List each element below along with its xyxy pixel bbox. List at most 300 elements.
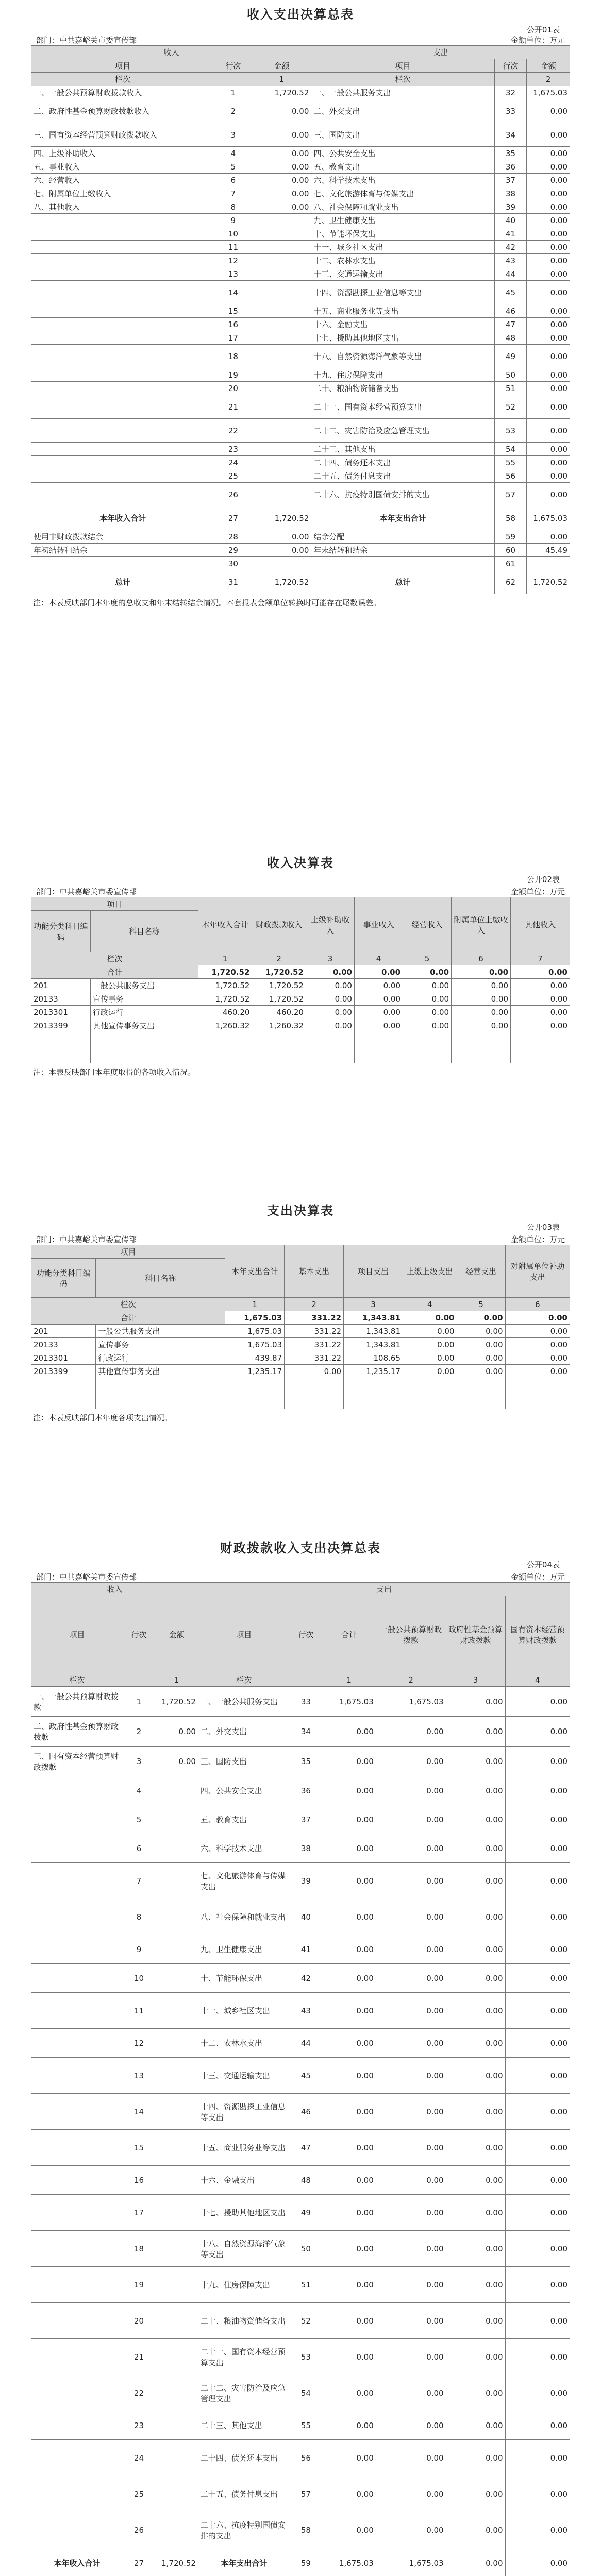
t2-h-aff: 附属单位上缴收入 [452, 897, 511, 952]
t1-h-col: 栏次 [31, 73, 214, 86]
table-row [31, 2195, 570, 2231]
income-line: 18 [214, 345, 252, 368]
income-line: 8 [214, 200, 252, 214]
income-item: 八、其他收入 [31, 200, 214, 214]
expense-amount: 0.00 [446, 2548, 505, 2576]
income-amount: 0.00 [155, 1747, 198, 1776]
subject-name: 一般公共服务支出 [96, 1325, 225, 1338]
t2-col-7: 7 [511, 952, 570, 965]
subject-name: 一般公共服务支出 [90, 979, 198, 992]
t3-h-code: 功能分类科目编码 [31, 1259, 96, 1298]
amount-cell: 0.00 [403, 1006, 452, 1019]
amount-cell: 0.00 [403, 1019, 452, 1032]
expense-amount: 0.00 [527, 419, 570, 443]
expense-amount: 0.00 [322, 2130, 376, 2166]
expense-item: 十六、金融支出 [198, 2166, 290, 2195]
income-item: 七、附属单位上缴收入 [31, 187, 214, 200]
t3-sum-cell: 0.00 [505, 1311, 570, 1325]
amount-cell: 0.00 [452, 1019, 511, 1032]
amount-cell: 1,720.52 [252, 992, 306, 1006]
income-amount [252, 483, 311, 506]
table-row [31, 1834, 570, 1863]
table-row [31, 123, 570, 147]
t4-col-1b: 1 [322, 1673, 376, 1687]
amount-cell: 0.00 [403, 992, 452, 1006]
expense-amount: 0.00 [505, 2411, 570, 2440]
expense-line: 34 [494, 123, 527, 147]
expense-amount: 0.00 [446, 2058, 505, 2094]
income-line: 20 [214, 382, 252, 395]
income-line: 9 [123, 1935, 155, 1964]
income-amount [252, 241, 311, 254]
t3-col-2: 2 [285, 1298, 344, 1311]
income-line: 26 [123, 2512, 155, 2548]
expense-item: 二十二、灾害防治及应急管理支出 [311, 419, 494, 443]
expense-amount: 0.00 [376, 1776, 446, 1805]
expense-amount: 0.00 [446, 2411, 505, 2440]
expense-line: 50 [290, 2231, 322, 2267]
t2-col-1: 1 [198, 952, 252, 965]
table-row [31, 2512, 570, 2548]
income-amount [252, 331, 311, 345]
t2-h-code: 功能分类科目编码 [31, 911, 91, 952]
table-row [31, 2058, 570, 2094]
expense-line: 49 [494, 345, 527, 368]
income-item: 总计 [31, 570, 214, 594]
t3-sum-row [31, 1311, 570, 1325]
expense-line: 49 [290, 2195, 322, 2231]
t2-h-sup: 上级补助收入 [306, 897, 354, 952]
income-line: 15 [214, 304, 252, 318]
table1-code: 公开01表 [526, 25, 560, 35]
income-item: 三、国有资本经营预算财政拨款收入 [31, 123, 214, 147]
expense-item: 十四、资源勘探工业信息等支出 [198, 2094, 290, 2130]
income-amount: 0.00 [252, 174, 311, 187]
income-line: 22 [123, 2375, 155, 2411]
expense-amount: 0.00 [446, 2166, 505, 2195]
amount-cell: 0.00 [354, 992, 403, 1006]
table-row [31, 214, 570, 227]
t3-col-5: 5 [457, 1298, 505, 1311]
expense-line: 38 [290, 1834, 322, 1863]
table-row [31, 1365, 570, 1378]
expense-item: 十、节能环保支出 [311, 227, 494, 241]
expense-item: 四、公共安全支出 [198, 1776, 290, 1805]
amount-cell: 0.00 [511, 979, 570, 992]
table-row [31, 1747, 570, 1776]
income-amount [155, 1834, 198, 1863]
expense-amount: 1,675.03 [322, 2548, 376, 2576]
expense-amount: 0.00 [446, 1993, 505, 2029]
amount-cell: 1,720.52 [252, 979, 306, 992]
expense-amount: 0.00 [446, 2476, 505, 2512]
expense-amount: 0.00 [527, 123, 570, 147]
table3-section [31, 1200, 570, 1423]
income-amount [155, 1935, 198, 1964]
expense-item: 十七、援助其他地区支出 [198, 2195, 290, 2231]
income-amount: 0.00 [252, 187, 311, 200]
subject-name: 宣传事务 [96, 1338, 225, 1351]
t1-h-c2: 2 [527, 73, 570, 86]
amount-cell: 0.00 [403, 979, 452, 992]
expense-line: 39 [494, 200, 527, 214]
expense-amount: 0.00 [505, 1747, 570, 1776]
t4-h-amount: 金额 [155, 1596, 198, 1673]
table1-title: 收入支出决算总表 [247, 7, 354, 22]
expense-amount: 0.00 [527, 530, 570, 544]
t3-col-4: 4 [403, 1298, 457, 1311]
t4-h-soe: 国有资本经营预算财政拨款 [505, 1596, 570, 1673]
expense-amount: 0.00 [322, 2231, 376, 2267]
expense-amount: 0.00 [376, 1834, 446, 1863]
expense-amount: 0.00 [527, 227, 570, 241]
table-row [31, 1805, 570, 1834]
expense-line: 41 [290, 1935, 322, 1964]
amount-cell: 1,260.32 [252, 1019, 306, 1032]
expense-amount: 0.00 [505, 1935, 570, 1964]
table2-unit: 金额单位：万元 [510, 887, 565, 896]
subject-name: 行政运行 [96, 1351, 225, 1365]
income-line: 5 [123, 1805, 155, 1834]
expense-amount: 1,675.03 [527, 86, 570, 99]
income-amount [155, 1863, 198, 1899]
income-amount [155, 2476, 198, 2512]
t3-col-3: 3 [344, 1298, 403, 1311]
expense-item: 九、卫生健康支出 [311, 214, 494, 227]
table4 [31, 1582, 570, 2576]
income-amount [155, 1805, 198, 1834]
income-line: 3 [214, 123, 252, 147]
income-amount [155, 2375, 198, 2411]
expense-item: 十一、城乡社区支出 [311, 241, 494, 254]
income-line: 11 [214, 241, 252, 254]
table3 [31, 1245, 570, 1409]
expense-amount: 0.00 [527, 281, 570, 304]
expense-amount: 0.00 [527, 318, 570, 331]
income-item [31, 1964, 123, 1993]
income-item [31, 345, 214, 368]
amount-cell: 0.00 [403, 1338, 457, 1351]
income-amount [155, 2029, 198, 2058]
t1-h-col2: 栏次 [311, 73, 494, 86]
t2-col-3: 3 [306, 952, 354, 965]
t2-h-col: 栏次 [31, 952, 198, 965]
table-row [31, 147, 570, 160]
expense-line: 53 [290, 2339, 322, 2375]
amount-cell: 331.22 [285, 1325, 344, 1338]
expense-line: 48 [494, 331, 527, 345]
income-amount: 1,720.52 [252, 506, 311, 530]
income-amount [155, 2339, 198, 2375]
t2-col-5: 5 [403, 952, 452, 965]
subject-code: 2013399 [31, 1365, 96, 1378]
income-item: 一、一般公共预算财政拨款收入 [31, 86, 214, 99]
expense-amount: 0.00 [446, 1964, 505, 1993]
expense-amount: 0.00 [376, 1899, 446, 1935]
income-line: 21 [123, 2339, 155, 2375]
income-amount [252, 281, 311, 304]
income-item [31, 304, 214, 318]
expense-amount: 0.00 [376, 2195, 446, 2231]
income-item [31, 419, 214, 443]
table3-body [31, 1325, 570, 1378]
income-amount: 0.00 [252, 530, 311, 544]
expense-amount: 0.00 [527, 395, 570, 419]
table3-dept: 部门：中共嘉峪关市委宣传部 [36, 1235, 137, 1244]
income-amount [252, 456, 311, 469]
t4-h-col: 栏次 [31, 1673, 123, 1687]
income-line: 25 [123, 2476, 155, 2512]
income-item [31, 483, 214, 506]
table1-note: 注：本表反映部门本年度的总收支和年末结转结余情况。本套报表金额单位转换时可能存在尾数误差。 [33, 598, 381, 607]
income-line: 17 [214, 331, 252, 345]
income-item [31, 318, 214, 331]
t2-h-sum: 合计 [31, 965, 198, 979]
income-amount [155, 2166, 198, 2195]
t2-h-op: 经营收入 [403, 897, 452, 952]
expense-amount: 0.00 [505, 1776, 570, 1805]
amount-cell: 0.00 [452, 979, 511, 992]
expense-amount: 0.00 [446, 1863, 505, 1899]
expense-amount: 45.49 [527, 544, 570, 557]
income-amount: 1,720.52 [155, 1687, 198, 1717]
expense-amount: 0.00 [446, 1935, 505, 1964]
expense-line: 36 [290, 1776, 322, 1805]
expense-item: 结余分配 [311, 530, 494, 544]
income-amount [155, 2512, 198, 2548]
income-item: 年初结转和结余 [31, 544, 214, 557]
income-line: 14 [123, 2094, 155, 2130]
expense-amount: 0.00 [505, 1964, 570, 1993]
amount-cell: 1,260.32 [198, 1019, 252, 1032]
expense-item [311, 557, 494, 570]
t2-sum-cell: 0.00 [452, 965, 511, 979]
income-line: 13 [123, 2058, 155, 2094]
expense-line: 47 [494, 318, 527, 331]
table-row [31, 174, 570, 187]
income-line: 27 [123, 2548, 155, 2576]
table2-code: 公开02表 [526, 875, 560, 884]
t4-col-1: 1 [155, 1673, 198, 1687]
expense-amount [527, 557, 570, 570]
expense-item: 七、文化旅游体育与传媒支出 [198, 1863, 290, 1899]
subject-name: 宣传事务 [90, 992, 198, 1006]
income-amount [252, 395, 311, 419]
income-line: 2 [123, 1717, 155, 1747]
t2-sum-cell: 0.00 [511, 965, 570, 979]
expense-line: 56 [290, 2440, 322, 2476]
expense-amount: 0.00 [505, 1717, 570, 1747]
table-row [31, 1935, 570, 1964]
table4-dept: 部门：中共嘉峪关市委宣传部 [36, 1572, 137, 1582]
table-row [31, 187, 570, 200]
expense-amount: 0.00 [446, 1805, 505, 1834]
income-item [31, 281, 214, 304]
income-line: 5 [214, 160, 252, 174]
income-line: 21 [214, 395, 252, 419]
t3-sum-cell: 1,343.81 [344, 1311, 403, 1325]
expense-amount: 0.00 [376, 2130, 446, 2166]
t1-h-expense: 支出 [311, 46, 570, 59]
income-item [31, 2411, 123, 2440]
income-line: 1 [214, 86, 252, 99]
expense-amount: 0.00 [505, 2094, 570, 2130]
expense-amount: 0.00 [376, 2339, 446, 2375]
expense-amount: 0.00 [376, 2440, 446, 2476]
income-amount [252, 267, 311, 281]
expense-line: 51 [290, 2267, 322, 2303]
table-row [31, 443, 570, 456]
expense-line: 35 [494, 147, 527, 160]
expense-item: 十六、金融支出 [311, 318, 494, 331]
expense-amount: 0.00 [446, 2339, 505, 2375]
income-line: 16 [123, 2166, 155, 2195]
expense-line: 53 [494, 419, 527, 443]
expense-item: 三、国防支出 [311, 123, 494, 147]
amount-cell: 1,343.81 [344, 1338, 403, 1351]
expense-line: 55 [290, 2411, 322, 2440]
income-amount [155, 2094, 198, 2130]
expense-amount: 0.00 [505, 2166, 570, 2195]
expense-amount: 0.00 [505, 1687, 570, 1717]
income-line: 10 [214, 227, 252, 241]
amount-cell: 0.00 [306, 992, 354, 1006]
income-line: 12 [123, 2029, 155, 2058]
income-amount [155, 2231, 198, 2267]
income-line: 4 [214, 147, 252, 160]
table1-unit: 金额单位：万元 [510, 36, 565, 45]
expense-amount: 0.00 [505, 2029, 570, 2058]
t3-sum-cell: 331.22 [285, 1311, 344, 1325]
expense-amount: 0.00 [376, 2476, 446, 2512]
expense-line: 58 [290, 2512, 322, 2548]
t1-h-amount2: 金额 [527, 59, 570, 73]
income-line: 23 [123, 2411, 155, 2440]
amount-cell: 0.00 [511, 1006, 570, 1019]
t4-h-gen: 一般公共预算财政拨款 [376, 1596, 446, 1673]
expense-line: 34 [290, 1717, 322, 1747]
expense-amount: 0.00 [505, 1834, 570, 1863]
income-line: 17 [123, 2195, 155, 2231]
amount-cell: 331.22 [285, 1338, 344, 1351]
income-amount [252, 318, 311, 331]
income-amount: 0.00 [252, 147, 311, 160]
table-row [31, 1964, 570, 1993]
t2-h-oth: 其他收入 [511, 897, 570, 952]
income-item: 二、政府性基金预算财政拨款 [31, 1717, 123, 1747]
income-line: 16 [214, 318, 252, 331]
expense-amount: 0.00 [322, 1805, 376, 1834]
t2-sum-cell: 1,720.52 [198, 965, 252, 979]
table-row [31, 241, 570, 254]
income-item [31, 2058, 123, 2094]
expense-item: 二十一、国有资本经营预算支出 [198, 2339, 290, 2375]
income-amount [155, 1993, 198, 2029]
table-row [31, 456, 570, 469]
income-item [31, 254, 214, 267]
expense-amount: 0.00 [446, 1747, 505, 1776]
subject-code: 201 [31, 1325, 96, 1338]
t3-h-project: 项目 [31, 1245, 225, 1259]
table-row [31, 99, 570, 123]
expense-line: 37 [290, 1805, 322, 1834]
expense-amount: 0.00 [527, 469, 570, 483]
t1-h-item: 项目 [31, 59, 214, 73]
income-line: 7 [123, 1863, 155, 1899]
table-row [31, 506, 570, 530]
expense-item: 五、教育支出 [198, 1805, 290, 1834]
expense-amount: 0.00 [527, 368, 570, 382]
income-amount [155, 2411, 198, 2440]
table-row [31, 267, 570, 281]
table3-code: 公开03表 [526, 1223, 560, 1232]
income-line: 25 [214, 469, 252, 483]
expense-amount: 0.00 [527, 345, 570, 368]
amount-cell: 0.00 [403, 1365, 457, 1378]
t3-h-proj: 项目支出 [344, 1245, 403, 1298]
expense-amount: 0.00 [376, 2303, 446, 2339]
t1-h-line2: 行次 [494, 59, 527, 73]
expense-item: 二十五、债务付息支出 [198, 2476, 290, 2512]
expense-item: 二、外交支出 [198, 1717, 290, 1747]
expense-amount: 0.00 [446, 1899, 505, 1935]
expense-item: 十二、农林水支出 [198, 2029, 290, 2058]
expense-amount: 0.00 [376, 1747, 446, 1776]
expense-amount: 0.00 [446, 2195, 505, 2231]
subject-name: 行政运行 [90, 1006, 198, 1019]
t1-h-item2: 项目 [311, 59, 494, 73]
expense-amount: 0.00 [527, 160, 570, 174]
amount-cell: 0.00 [452, 1006, 511, 1019]
income-item [31, 1805, 123, 1834]
expense-item: 十八、自然资源海洋气象等支出 [311, 345, 494, 368]
expense-line: 40 [494, 214, 527, 227]
income-item: 本年收入合计 [31, 506, 214, 530]
t3-sum-cell: 0.00 [457, 1311, 505, 1325]
income-amount: 0.00 [252, 544, 311, 557]
table-row [31, 1325, 570, 1338]
expense-item: 总计 [311, 570, 494, 594]
table-row [31, 483, 570, 506]
income-item [31, 227, 214, 241]
expense-line: 55 [494, 456, 527, 469]
income-line: 19 [123, 2267, 155, 2303]
expense-amount: 0.00 [322, 2267, 376, 2303]
expense-line: 40 [290, 1899, 322, 1935]
expense-item: 十五、商业服务业等支出 [311, 304, 494, 318]
expense-amount: 0.00 [322, 1834, 376, 1863]
expense-item: 八、社会保障和就业支出 [198, 1899, 290, 1935]
income-line: 26 [214, 483, 252, 506]
table4-section [31, 1538, 570, 2576]
expense-amount: 0.00 [322, 2476, 376, 2512]
t1-h-income: 收入 [31, 46, 311, 59]
expense-item: 五、教育支出 [311, 160, 494, 174]
t4-h-total: 合计 [322, 1596, 376, 1673]
expense-line: 42 [290, 1964, 322, 1993]
expense-amount: 0.00 [505, 2130, 570, 2166]
table4-code: 公开04表 [526, 1560, 560, 1569]
expense-amount: 0.00 [505, 2339, 570, 2375]
expense-amount: 0.00 [527, 443, 570, 456]
expense-amount: 0.00 [322, 2195, 376, 2231]
expense-amount: 1,675.03 [527, 506, 570, 530]
income-line: 9 [214, 214, 252, 227]
expense-item: 十三、交通运输支出 [311, 267, 494, 281]
income-item [31, 2476, 123, 2512]
t2-col-6: 6 [452, 952, 511, 965]
t4-h-line2: 行次 [290, 1596, 322, 1673]
